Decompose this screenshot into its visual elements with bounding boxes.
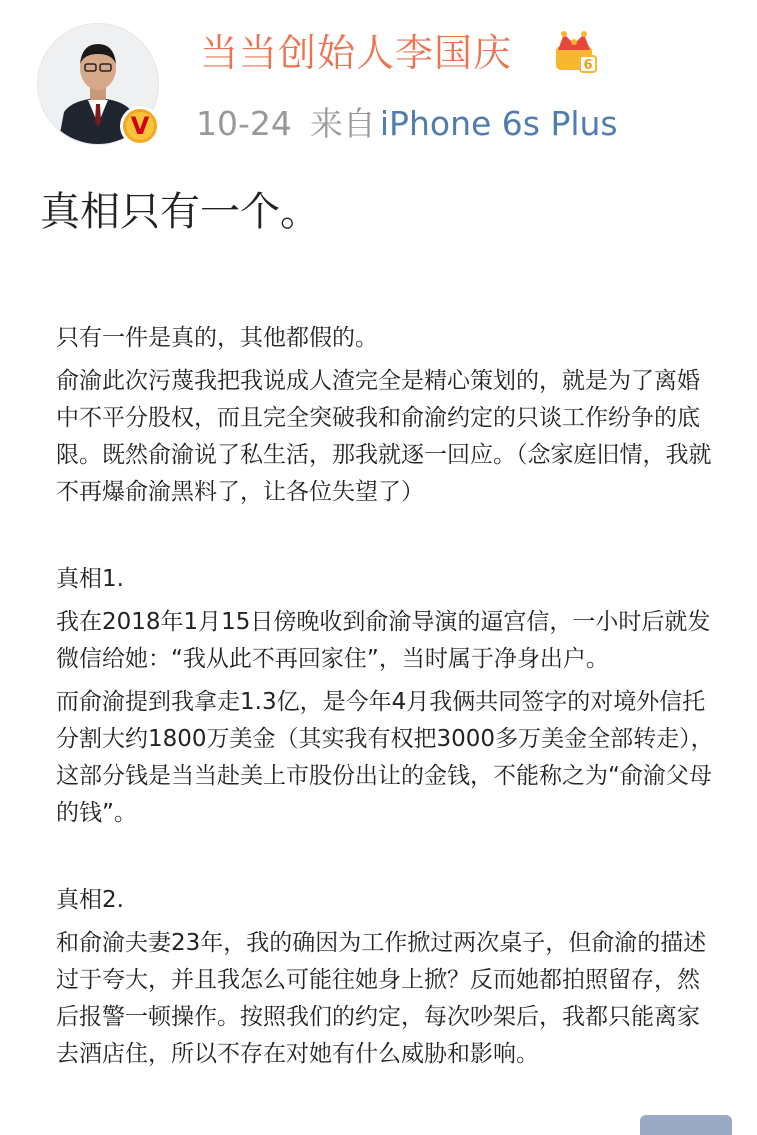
vip-crown-icon[interactable] — [552, 30, 598, 74]
username[interactable]: 当当创始人李国庆 — [200, 31, 513, 75]
source-device-link[interactable]: iPhone 6s Plus — [379, 104, 618, 143]
post-meta — [196, 98, 618, 145]
section-title: 真相2. — [56, 887, 124, 913]
verified-v-icon: V — [120, 106, 160, 146]
post-body — [56, 320, 716, 1079]
bottom-tab-handle[interactable] — [640, 1115, 732, 1135]
paragraph: 只有一件是真的，其他都假的。 — [56, 325, 378, 351]
paragraph: 而俞渝提到我拿走1.3亿，是今年4月我俩共同签字的对境外信托分割大约1800万美金（其实我有权把3000多万美金全部转走），这部分钱是当当赴美上市股份出让的金钱，不能称之为“俞渝父母的钱”。 — [56, 689, 714, 826]
source-prefix: 来自 — [309, 104, 376, 143]
paragraph-gap — [56, 517, 716, 561]
paragraph: 和俞渝夫妻23年，我的确因为工作掀过两次桌子，但俞渝的描述过于夸大，并且我怎么可能往她身上掀？反而她都拍照留存，然后报警一顿操作。按照我们的约定，每次吵架后，我都只能离家去酒店住，所以不存在对她有什么威胁和影响。 — [56, 930, 707, 1067]
vip-level-text: 6 — [583, 58, 593, 73]
paragraph: 俞渝此次污蔑我把我说成人渣完全是精心策划的，就是为了离婚中不平分股权，而且完全突破我和俞渝约定的只谈工作纷争的底限。既然俞渝说了私生活，那我就逐一回应。（念家庭旧情，我就不再爆俞渝黑料了，让各位失望了） — [56, 368, 712, 505]
paragraph-gap — [56, 838, 716, 882]
post-time: 10-24 — [196, 104, 292, 143]
post-headline: 真相只有一个。 — [40, 189, 320, 235]
section-title: 真相1. — [56, 566, 124, 592]
paragraph: 我在2018年1月15日傍晚收到俞渝导演的逼宫信，一小时后就发微信给她：“我从此不再回家住”，当时属于净身出户。 — [56, 609, 711, 672]
